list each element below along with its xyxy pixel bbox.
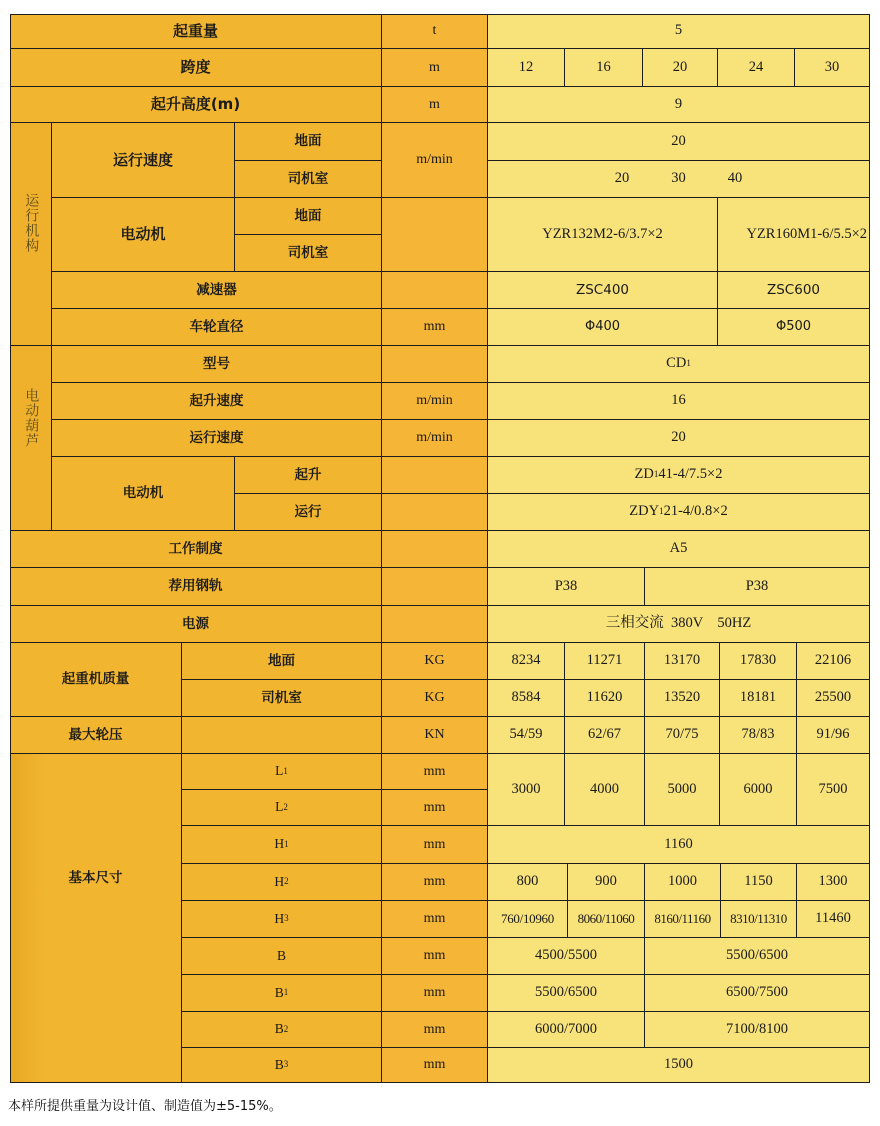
dim-B2-value: 7100/8100 [645, 1012, 870, 1048]
dim-H3-value: 11460 [797, 901, 870, 938]
dim-B2-unit: mm [382, 1012, 488, 1048]
dim-H2-value: 800 [488, 864, 568, 901]
dim-L1-label: L 1 [182, 754, 382, 790]
travel-motor-value: YZR160M1-6/5.5×2 [718, 198, 870, 272]
lift-height-value: 9 [488, 87, 870, 123]
reducer-value: ZSC400 [488, 272, 718, 309]
crane-mass-cab-label: 司机室 [182, 680, 382, 717]
travel-mechanism-label: 运行机构 [23, 193, 40, 253]
capacity-unit: t [382, 14, 488, 49]
dim-H3-value: 8060/11060 [568, 901, 645, 938]
travel-speed-unit: m/min [382, 123, 488, 198]
crane-mass-ground-value: 8234 [488, 643, 565, 680]
max-wheel-load-value: 91/96 [797, 717, 870, 754]
dim-H3-value: 8310/11310 [721, 901, 797, 938]
rail-value: P38 [645, 568, 870, 606]
dim-H1-label: H 1 [182, 826, 382, 864]
lift-height-label: 起升高度(m) [10, 87, 382, 123]
hoist-lift-speed-value: 16 [488, 383, 870, 420]
travel-motor-cab-label: 司机室 [235, 235, 382, 272]
dim-B3-label: B 3 [182, 1048, 382, 1083]
dim-B1-label: B 1 [182, 975, 382, 1012]
hoist-model-value: CD 1 [488, 346, 870, 383]
dim-B1-value: 6500/7500 [645, 975, 870, 1012]
crane-mass-cab-value: 11620 [565, 680, 645, 717]
hoist-lift-speed-label: 起升速度 [52, 383, 382, 420]
wheel-diameter-value: Φ400 [488, 309, 718, 346]
dimensions-label: 基本尺寸 [10, 754, 182, 1083]
dim-B3-unit: mm [382, 1048, 488, 1083]
dim-H1-unit: mm [382, 826, 488, 864]
reducer-label: 减速器 [52, 272, 382, 309]
dim-H2-label: H 2 [182, 864, 382, 901]
travel-speed-cab-label: 司机室 [235, 161, 382, 198]
duty-unit [382, 531, 488, 568]
dim-L-value: 4000 [565, 754, 645, 826]
dim-H2-value: 900 [568, 864, 645, 901]
power-label: 电源 [10, 606, 382, 643]
hoist-motor-label: 电动机 [52, 457, 235, 531]
dim-L-value: 3000 [488, 754, 565, 826]
travel-speed-cab-value: 20 [614, 170, 630, 187]
travel-mechanism-group [10, 123, 52, 346]
hoist-travel-speed-value: 20 [488, 420, 870, 457]
crane-mass-cab-value: 8584 [488, 680, 565, 717]
max-wheel-load-value: 54/59 [488, 717, 565, 754]
dim-L2-unit: mm [382, 790, 488, 826]
power-value: 三相交流 380V 50HZ [488, 606, 870, 643]
hoist-motor-travel-label: 运行 [235, 494, 382, 531]
hoist-model-label: 型号 [52, 346, 382, 383]
max-wheel-load-value: 78/83 [720, 717, 797, 754]
dim-H2-value: 1300 [797, 864, 870, 901]
dim-L-value: 5000 [645, 754, 720, 826]
max-wheel-load-value: 62/67 [565, 717, 645, 754]
electric-hoist-label: 电动葫芦 [23, 388, 40, 448]
dim-L1-unit: mm [382, 754, 488, 790]
dim-B-value: 5500/6500 [645, 938, 870, 975]
travel-speed-cab-values [488, 161, 870, 198]
duty-label: 工作制度 [10, 531, 382, 568]
dim-B1-unit: mm [382, 975, 488, 1012]
dim-B-unit: mm [382, 938, 488, 975]
travel-motor-unit [382, 198, 488, 272]
dim-H3-value: 8160/11160 [645, 901, 721, 938]
dim-H3-value: 760/10960 [488, 901, 568, 938]
dim-H2-value: 1000 [645, 864, 721, 901]
span-value: 20 [643, 49, 718, 87]
span-unit: m [382, 49, 488, 87]
crane-mass-ground-value: 22106 [797, 643, 870, 680]
span-value: 24 [718, 49, 795, 87]
hoist-model-unit [382, 346, 488, 383]
dim-B1-value: 5500/6500 [488, 975, 645, 1012]
rail-unit [382, 568, 488, 606]
capacity-value: 5 [488, 14, 870, 49]
crane-mass-cab-unit: KG [382, 680, 488, 717]
max-wheel-load-unit: KN [382, 717, 488, 754]
dim-B3-value: 1500 [488, 1048, 870, 1083]
dim-H2-value: 1150 [721, 864, 797, 901]
hoist-motor-lift-label: 起升 [235, 457, 382, 494]
dim-H1-value: 1160 [488, 826, 870, 864]
power-unit [382, 606, 488, 643]
dim-B-label: B [182, 938, 382, 975]
dim-B-value: 4500/5500 [488, 938, 645, 975]
max-wheel-load-label: 最大轮压 [10, 717, 182, 754]
capacity-label: 起重量 [10, 14, 382, 49]
crane-mass-label: 起重机质量 [10, 643, 182, 717]
wheel-diameter-value: Φ500 [718, 309, 870, 346]
dim-L-value: 6000 [720, 754, 797, 826]
crane-mass-cab-value: 25500 [797, 680, 870, 717]
travel-speed-cab-value: 30 [671, 170, 686, 187]
dim-H3-label: H 3 [182, 901, 382, 938]
travel-motor-ground-label: 地面 [235, 198, 382, 235]
wheel-diameter-label: 车轮直径 [52, 309, 382, 346]
hoist-travel-speed-unit: m/min [382, 420, 488, 457]
spec-table [10, 14, 870, 1083]
dim-B2-label: B 2 [182, 1012, 382, 1048]
reducer-unit [382, 272, 488, 309]
travel-motor-label: 电动机 [52, 198, 235, 272]
crane-mass-ground-value: 17830 [720, 643, 797, 680]
duty-value: A5 [488, 531, 870, 568]
electric-hoist-group [10, 346, 52, 531]
footnote: 本样所提供重量为设计值、制造值为±5-15%。 [8, 1099, 282, 1114]
travel-speed-ground-value: 20 [488, 123, 870, 161]
crane-mass-cab-value: 13520 [645, 680, 720, 717]
max-wheel-load-sublabel [182, 717, 382, 754]
dim-H2-unit: mm [382, 864, 488, 901]
travel-motor-value: YZR132M2-6/3.7×2 [488, 198, 718, 272]
hoist-motor-lift-unit [382, 457, 488, 494]
lift-height-unit: m [382, 87, 488, 123]
span-value: 16 [565, 49, 643, 87]
span-value: 30 [795, 49, 870, 87]
span-value: 12 [488, 49, 565, 87]
hoist-lift-speed-unit: m/min [382, 383, 488, 420]
dim-L2-label: L 2 [182, 790, 382, 826]
hoist-motor-lift-value: ZD 1 41-4/7.5×2 [488, 457, 870, 494]
crane-mass-ground-unit: KG [382, 643, 488, 680]
dim-L-value: 7500 [797, 754, 870, 826]
crane-mass-cab-value: 18181 [720, 680, 797, 717]
crane-mass-ground-value: 13170 [645, 643, 720, 680]
travel-speed-cab-value: 40 [727, 170, 743, 187]
crane-mass-ground-label: 地面 [182, 643, 382, 680]
rail-label: 荐用钢轨 [10, 568, 382, 606]
span-label: 跨度 [10, 49, 382, 87]
max-wheel-load-value: 70/75 [645, 717, 720, 754]
hoist-motor-travel-value: ZDY 1 21-4/0.8×2 [488, 494, 870, 531]
rail-value: P38 [488, 568, 645, 606]
crane-mass-ground-value: 11271 [565, 643, 645, 680]
dim-H3-unit: mm [382, 901, 488, 938]
travel-speed-ground-label: 地面 [235, 123, 382, 161]
reducer-value: ZSC600 [718, 272, 870, 309]
wheel-diameter-unit: mm [382, 309, 488, 346]
hoist-motor-travel-unit [382, 494, 488, 531]
travel-speed-label: 运行速度 [52, 123, 235, 198]
hoist-travel-speed-label: 运行速度 [52, 420, 382, 457]
dim-B2-value: 6000/7000 [488, 1012, 645, 1048]
